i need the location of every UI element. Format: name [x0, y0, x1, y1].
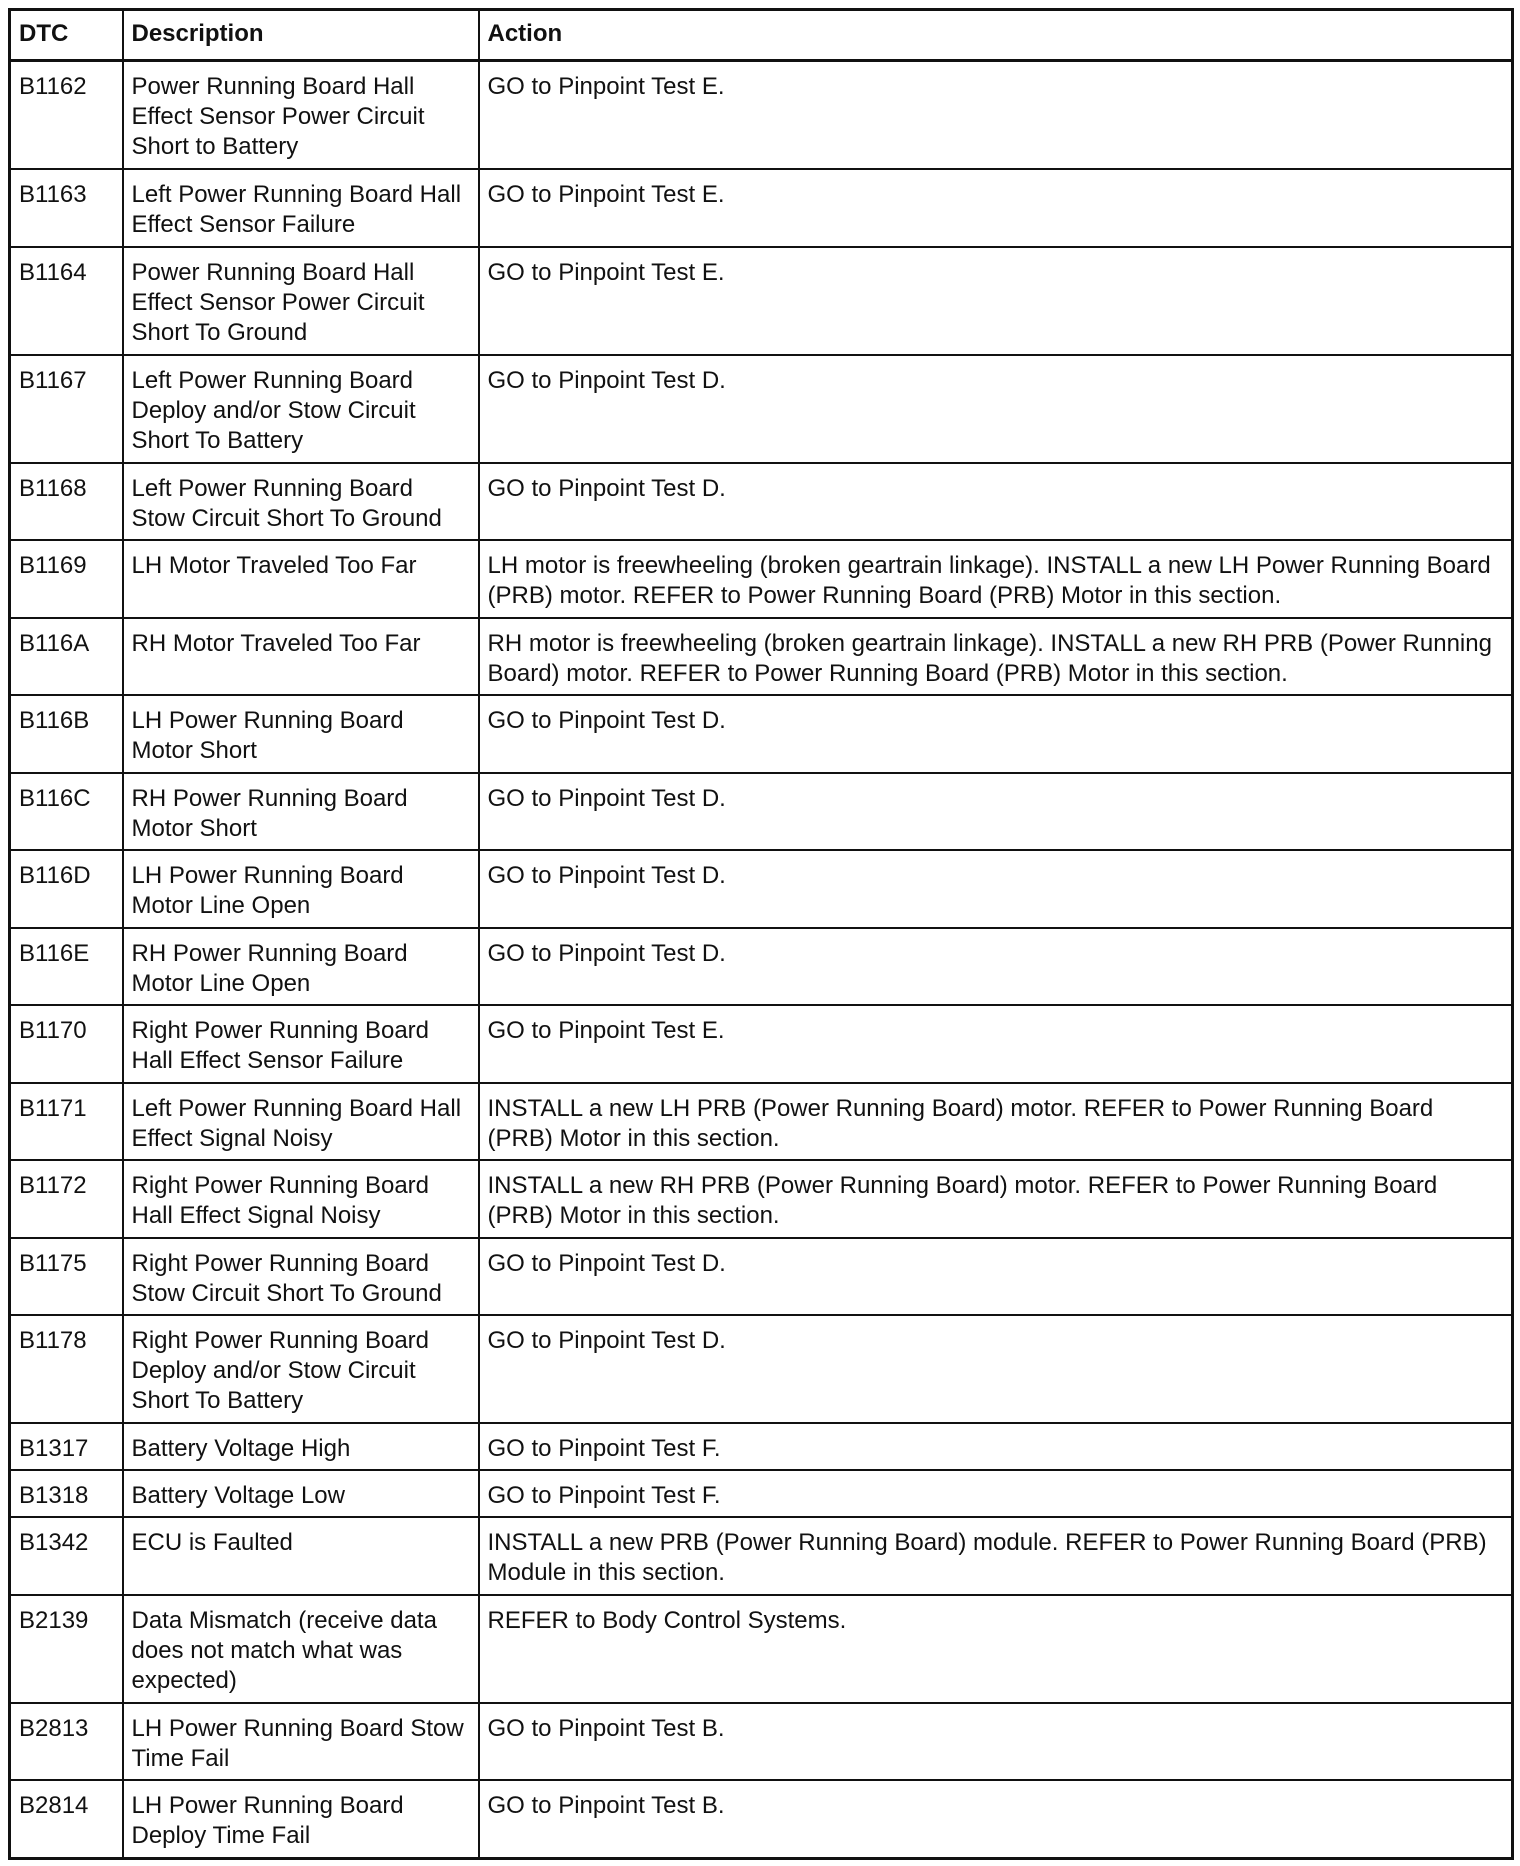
description-cell: LH Power Running Board Motor Short	[123, 695, 479, 773]
header-row	[10, 10, 1513, 61]
table-row	[10, 1160, 1513, 1238]
action-cell: GO to Pinpoint Test D.	[479, 695, 1513, 773]
dtc-cell: B116D	[10, 850, 123, 928]
table-row	[10, 1595, 1513, 1703]
dtc-cell: B1168	[10, 463, 123, 541]
dtc-cell: B1170	[10, 1005, 123, 1083]
dtc-cell: B2139	[10, 1595, 123, 1703]
column-header-action: Action	[479, 10, 1513, 61]
description-cell: Battery Voltage Low	[123, 1470, 479, 1517]
dtc-cell: B1175	[10, 1238, 123, 1316]
action-cell: INSTALL a new RH PRB (Power Running Board) motor. REFER to Power Running Board (PRB) Motor in this section.	[479, 1160, 1513, 1238]
description-cell: LH Motor Traveled Too Far	[123, 540, 479, 618]
description-cell: Battery Voltage High	[123, 1423, 479, 1470]
dtc-cell: B2814	[10, 1780, 123, 1858]
action-cell: GO to Pinpoint Test F.	[479, 1423, 1513, 1470]
table-row	[10, 1083, 1513, 1161]
table-row	[10, 1517, 1513, 1595]
action-cell: GO to Pinpoint Test B.	[479, 1780, 1513, 1858]
dtc-cell: B2813	[10, 1703, 123, 1781]
table-row	[10, 1470, 1513, 1517]
description-cell: ECU is Faulted	[123, 1517, 479, 1595]
action-cell: RH motor is freewheeling (broken geartrain linkage). INSTALL a new RH PRB (Power Running Board) motor. REFER to Power Running Board (PRB) Motor in this section.	[479, 618, 1513, 696]
description-cell: Right Power Running Board Stow Circuit Short To Ground	[123, 1238, 479, 1316]
description-cell: RH Power Running Board Motor Short	[123, 773, 479, 851]
dtc-cell: B1164	[10, 247, 123, 355]
dtc-cell: B1171	[10, 1083, 123, 1161]
action-cell: GO to Pinpoint Test D.	[479, 773, 1513, 851]
dtc-cell: B1178	[10, 1315, 123, 1423]
dtc-cell: B1317	[10, 1423, 123, 1470]
table-row	[10, 928, 1513, 1006]
description-cell: Right Power Running Board Deploy and/or Stow Circuit Short To Battery	[123, 1315, 479, 1423]
table-row	[10, 1423, 1513, 1470]
dtc-cell: B1342	[10, 1517, 123, 1595]
table-row	[10, 773, 1513, 851]
table-row	[10, 463, 1513, 541]
table-row	[10, 355, 1513, 463]
column-header-description: Description	[123, 10, 479, 61]
dtc-table	[8, 8, 1514, 1860]
table-header	[10, 10, 1513, 61]
action-cell: GO to Pinpoint Test F.	[479, 1470, 1513, 1517]
description-cell: RH Motor Traveled Too Far	[123, 618, 479, 696]
action-cell: GO to Pinpoint Test E.	[479, 1005, 1513, 1083]
dtc-cell: B116C	[10, 773, 123, 851]
table-row	[10, 695, 1513, 773]
table-row	[10, 1005, 1513, 1083]
table-row	[10, 61, 1513, 170]
table-row	[10, 850, 1513, 928]
table-row	[10, 247, 1513, 355]
description-cell: Right Power Running Board Hall Effect Sensor Failure	[123, 1005, 479, 1083]
action-cell: GO to Pinpoint Test D.	[479, 355, 1513, 463]
action-cell: INSTALL a new PRB (Power Running Board) module. REFER to Power Running Board (PRB) Module in this section.	[479, 1517, 1513, 1595]
action-cell: GO to Pinpoint Test D.	[479, 850, 1513, 928]
dtc-cell: B1162	[10, 61, 123, 170]
description-cell: RH Power Running Board Motor Line Open	[123, 928, 479, 1006]
dtc-cell: B116E	[10, 928, 123, 1006]
dtc-cell: B1169	[10, 540, 123, 618]
dtc-cell: B1172	[10, 1160, 123, 1238]
description-cell: Left Power Running Board Deploy and/or Stow Circuit Short To Battery	[123, 355, 479, 463]
description-cell: Left Power Running Board Hall Effect Sensor Failure	[123, 169, 479, 247]
description-cell: Left Power Running Board Hall Effect Signal Noisy	[123, 1083, 479, 1161]
description-cell: Power Running Board Hall Effect Sensor Power Circuit Short to Battery	[123, 61, 479, 170]
action-cell: GO to Pinpoint Test D.	[479, 928, 1513, 1006]
description-cell: LH Power Running Board Motor Line Open	[123, 850, 479, 928]
table-row	[10, 1780, 1513, 1858]
action-cell: GO to Pinpoint Test B.	[479, 1703, 1513, 1781]
action-cell: GO to Pinpoint Test D.	[479, 1238, 1513, 1316]
dtc-cell: B1318	[10, 1470, 123, 1517]
description-cell: Right Power Running Board Hall Effect Signal Noisy	[123, 1160, 479, 1238]
description-cell: LH Power Running Board Deploy Time Fail	[123, 1780, 479, 1858]
action-cell: INSTALL a new LH PRB (Power Running Board) motor. REFER to Power Running Board (PRB) Motor in this section.	[479, 1083, 1513, 1161]
table-row	[10, 169, 1513, 247]
description-cell: Data Mismatch (receive data does not match what was expected)	[123, 1595, 479, 1703]
action-cell: GO to Pinpoint Test D.	[479, 463, 1513, 541]
table-row	[10, 1238, 1513, 1316]
column-header-dtc: DTC	[10, 10, 123, 61]
action-cell: REFER to Body Control Systems.	[479, 1595, 1513, 1703]
dtc-cell: B1167	[10, 355, 123, 463]
description-cell: Left Power Running Board Stow Circuit Short To Ground	[123, 463, 479, 541]
dtc-cell: B116A	[10, 618, 123, 696]
action-cell: GO to Pinpoint Test D.	[479, 1315, 1513, 1423]
dtc-cell: B116B	[10, 695, 123, 773]
action-cell: GO to Pinpoint Test E.	[479, 61, 1513, 170]
action-cell: GO to Pinpoint Test E.	[479, 247, 1513, 355]
table-row	[10, 1703, 1513, 1781]
table-row	[10, 540, 1513, 618]
table-row	[10, 618, 1513, 696]
dtc-cell: B1163	[10, 169, 123, 247]
action-cell: LH motor is freewheeling (broken geartrain linkage). INSTALL a new LH Power Running Board (PRB) motor. REFER to Power Running Board (PRB) Motor in this section.	[479, 540, 1513, 618]
action-cell: GO to Pinpoint Test E.	[479, 169, 1513, 247]
table-body	[10, 61, 1513, 1859]
description-cell: LH Power Running Board Stow Time Fail	[123, 1703, 479, 1781]
table-row	[10, 1315, 1513, 1423]
description-cell: Power Running Board Hall Effect Sensor Power Circuit Short To Ground	[123, 247, 479, 355]
